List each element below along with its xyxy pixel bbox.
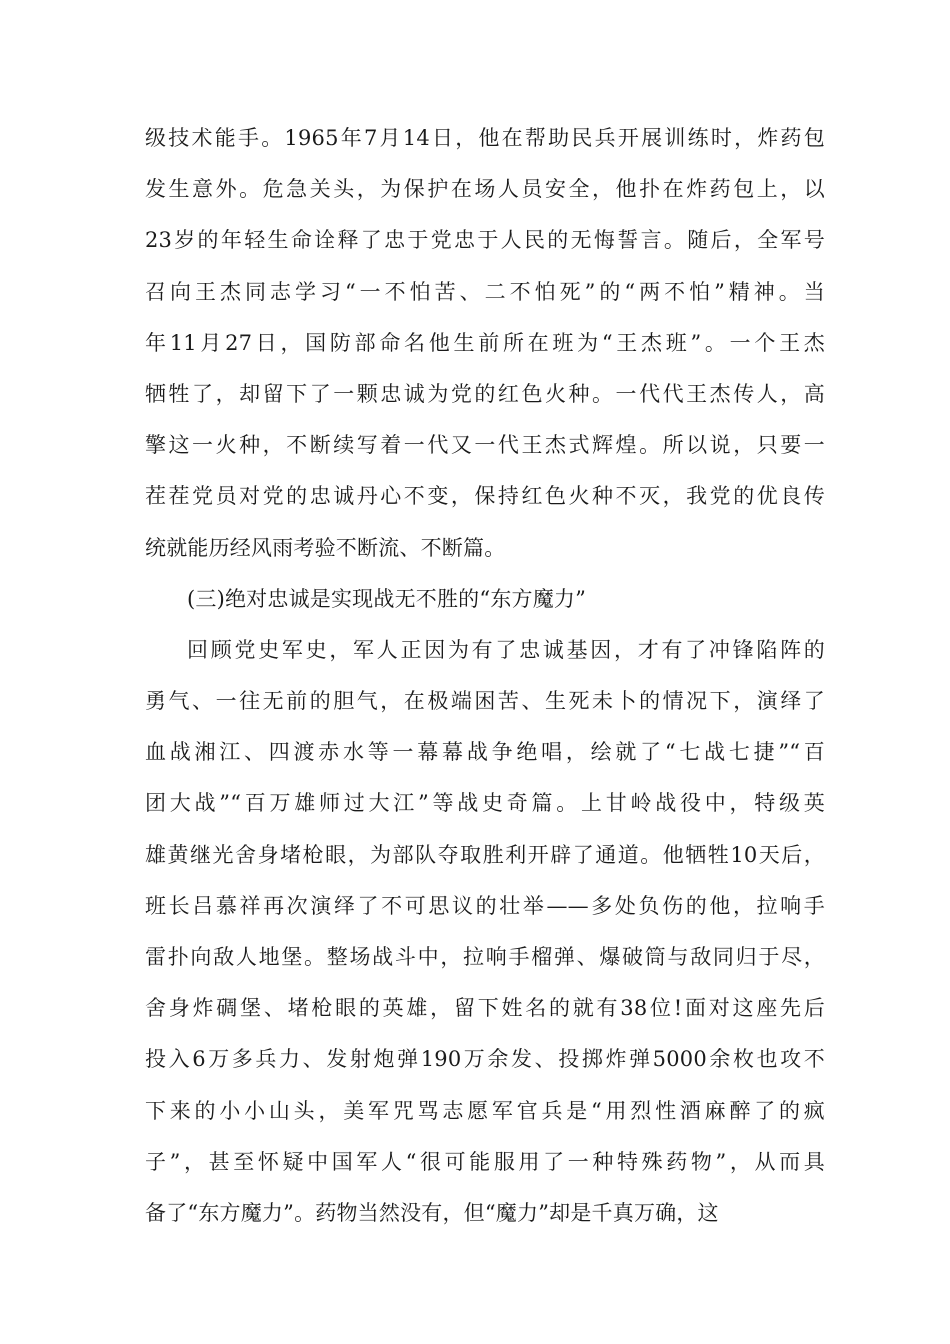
text-line: 勇气、一往无前的胆气，在极端困苦、生死未卜的情况下，演绎了 [145, 689, 825, 714]
text-line: 统就能历经风雨考验不断流、不断篇。 [145, 535, 506, 560]
text-line: 投入6万多兵力、发射炮弹190万余发、投掷炸弹5000余枚也攻不 [145, 1047, 825, 1072]
text-line: 召向王杰同志学习“一不怕苦、二不怕死”的“两不怕”精神。当 [145, 279, 825, 304]
text-line: 回顾党史军史，军人正因为有了忠诚基因，才有了冲锋陷阵的 [187, 637, 825, 662]
text-line: 级技术能手。1965年7月14日，他在帮助民兵开展训练时，炸药包 [145, 126, 825, 150]
paragraph [145, 116, 825, 577]
text-line: (三)绝对忠诚是实现战无不胜的“东方魔力” [187, 586, 587, 611]
paragraph [145, 628, 825, 1242]
text-line: 子”，甚至怀疑中国军人“很可能服用了一种特殊药物”，从而具 [145, 1149, 825, 1174]
text-line: 擎这一火种，不断续写着一代又一代王杰式辉煌。所以说，只要一 [145, 433, 825, 458]
text-line: 雷扑向敌人地堡。整场战斗中，拉响手榴弹、爆破筒与敌同归于尽， [145, 945, 825, 969]
document-body [145, 116, 825, 1242]
text-line: 23岁的年轻生命诠释了忠于党忠于人民的无悔誓言。随后，全军号 [145, 228, 825, 253]
text-line: 茬茬党员对党的忠诚丹心不变，保持红色火种不灭，我党的优良传 [145, 484, 825, 509]
text-line: 备了“东方魔力”。药物当然没有，但“魔力”却是千真万确，这 [145, 1200, 719, 1225]
text-line: 发生意外。危急关头，为保护在场人员安全，他扑在炸药包上，以 [145, 177, 825, 202]
text-line: 血战湘江、四渡赤水等一幕幕战争绝唱，绘就了“七战七捷”“百 [145, 740, 825, 765]
text-line: 团大战”“百万雄师过大江”等战史奇篇。上甘岭战役中，特级英 [145, 791, 825, 816]
text-line: 雄黄继光舍身堵枪眼，为部队夺取胜利开辟了通道。他牺牲10天后， [145, 842, 825, 867]
text-line: 牺牲了，却留下了一颗忠诚为党的红色火种。一代代王杰传人，高 [145, 381, 825, 406]
text-line: 年11月27日，国防部命名他生前所在班为“王杰班”。一个王杰 [145, 330, 825, 355]
section-heading [145, 577, 825, 628]
text-line: 下来的小小山头，美军咒骂志愿军官兵是“用烈性酒麻醉了的疯 [145, 1098, 825, 1123]
text-line: 班长吕慕祥再次演绎了不可思议的壮举——多处负伤的他，拉响手 [145, 893, 825, 918]
text-line: 舍身炸碉堡、堵枪眼的英雄，留下姓名的就有38位!面对这座先后 [145, 996, 825, 1021]
